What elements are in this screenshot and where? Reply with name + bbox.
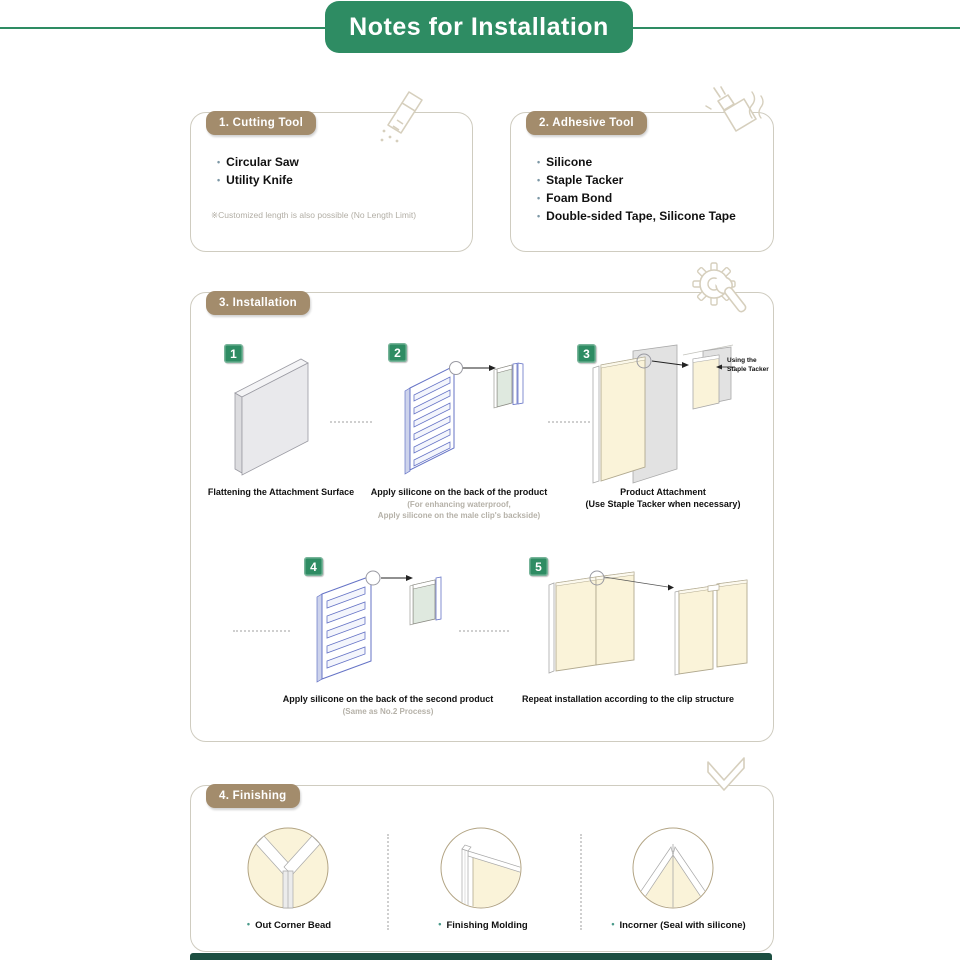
caption-text: Apply silicone on the back of the product	[370, 487, 548, 497]
page-title: Notes for Installation	[325, 1, 633, 53]
caption-sub: (For enhancing waterproof,	[407, 499, 511, 509]
finishing-caption-out-corner: • Out Corner Bead	[219, 919, 359, 931]
step-1-badge: 1	[224, 344, 243, 363]
caption-sub: Apply silicone on the male clip's backside)	[377, 511, 541, 520]
caption-sub: (Same as No.2 Process)	[342, 706, 434, 716]
list-item: • Silicone	[537, 153, 736, 171]
divider-dotted	[233, 630, 290, 632]
step-1-caption	[196, 487, 366, 499]
cutting-note: ※Customized length is also possible (No Length Limit)	[211, 210, 417, 220]
finishing-caption-molding: • Finishing Molding	[413, 919, 553, 931]
annotation-line2: Staple Tacker	[727, 365, 769, 373]
step-4-badge: 4	[304, 557, 323, 576]
step-5-repeat-drawing	[541, 565, 751, 687]
step-1-panel-drawing	[229, 349, 321, 477]
section-installation	[190, 292, 774, 742]
divider-dotted	[330, 421, 372, 423]
caption-text2: (Use Staple Tacker when necessary)	[585, 498, 741, 509]
bottom-green-bar	[190, 953, 772, 960]
step-2-silicone-drawing	[397, 351, 525, 483]
silicone-tube-icon	[694, 84, 766, 150]
list-item: • Staple Tacker	[537, 171, 736, 189]
list-item: • Foam Bond	[537, 189, 736, 207]
step-3-attachment-drawing	[585, 341, 735, 486]
step-3-annotation	[727, 357, 773, 374]
annotation-line1: Using the	[727, 357, 757, 364]
list-item: • Double-sided Tape, Silicone Tape	[537, 207, 736, 225]
finishing-molding-diagram	[435, 822, 527, 914]
step-5-badge: 5	[529, 557, 548, 576]
list-item: • Circular Saw	[217, 153, 299, 171]
step-4-silicone-drawing	[309, 563, 449, 691]
gear-wrench-icon	[690, 260, 754, 320]
section-finishing	[190, 785, 774, 952]
utility-knife-icon	[372, 90, 442, 148]
section-label-cutting: 1. Cutting Tool	[206, 111, 316, 135]
caption-text: Repeat installation according to the clip structure	[521, 694, 735, 704]
divider-dotted	[459, 630, 509, 632]
step-2-badge: 2	[388, 343, 407, 362]
step-3-caption	[563, 487, 763, 510]
step-5-caption	[503, 694, 753, 706]
caption-text: Product Attachment	[620, 487, 706, 497]
cutting-tool-list	[217, 153, 299, 189]
caption-text: Apply silicone on the back of the second product	[282, 694, 494, 704]
divider-dotted	[580, 834, 582, 930]
step-4-caption	[263, 694, 513, 717]
step-3-badge: 3	[577, 344, 596, 363]
caption-text: Flattening the Attachment Surface	[207, 487, 355, 497]
section-label-installation: 3. Installation	[206, 291, 310, 315]
step-2-caption	[359, 487, 559, 522]
section-label-adhesive: 2. Adhesive Tool	[526, 111, 647, 135]
finishing-caption-incorner: • Incorner (Seal with silicone)	[591, 919, 766, 931]
corner-trim-icon	[698, 756, 756, 806]
out-corner-bead-diagram	[242, 822, 334, 914]
divider-dotted	[387, 834, 389, 930]
incorner-diagram	[627, 822, 719, 914]
section-label-finishing: 4. Finishing	[206, 784, 300, 808]
divider-dotted	[548, 421, 590, 423]
list-item: • Utility Knife	[217, 171, 299, 189]
adhesive-tool-list	[537, 153, 736, 225]
